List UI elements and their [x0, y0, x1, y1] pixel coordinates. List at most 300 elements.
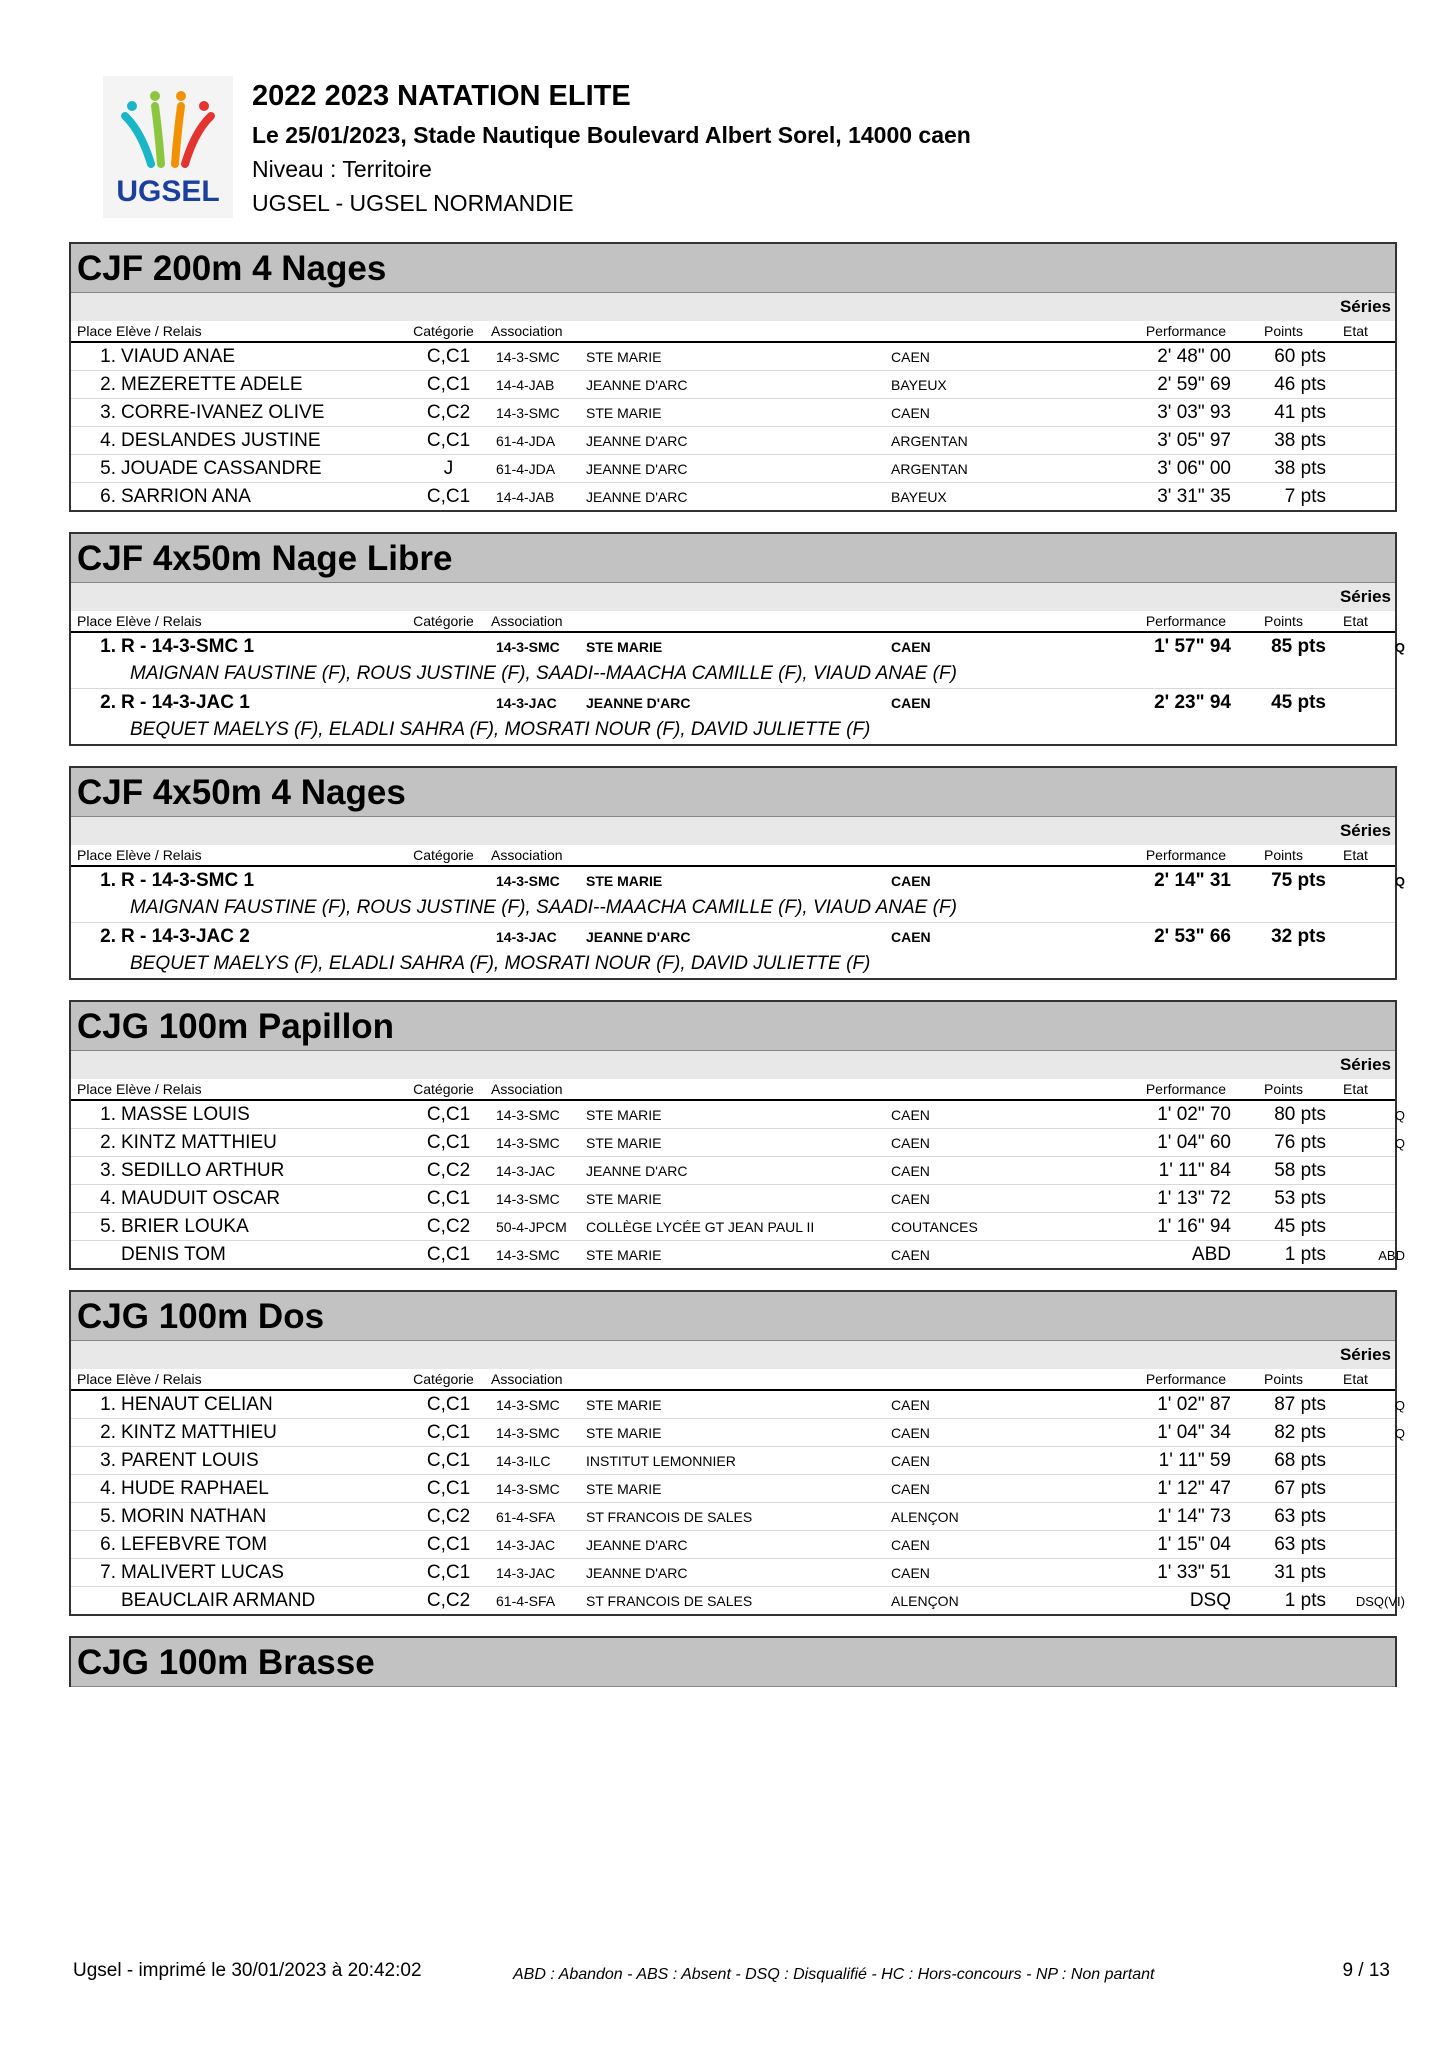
status: Q: [1394, 1398, 1405, 1413]
relay-name: R - 14-3-SMC 1: [121, 636, 255, 657]
place: 6.: [100, 1534, 116, 1555]
association: STE MARIE: [586, 639, 663, 655]
category: C,C1: [426, 1132, 471, 1153]
association: ST FRANCOIS DE SALES: [586, 1509, 753, 1525]
series-label: Séries: [1339, 587, 1391, 606]
club-code: 14-3-JAC: [496, 1565, 556, 1581]
page-footer: [73, 1960, 1393, 2000]
place: 5.: [100, 1216, 116, 1237]
col-place: Place: [77, 1081, 113, 1097]
relay-members: BEQUET MAELYS (F), ELADLI SAHRA (F), MOSRATI NOUR (F), DAVID JULIETTE (F): [130, 719, 871, 740]
performance: 1' 04" 60: [1157, 1132, 1231, 1153]
print-timestamp: Ugsel - imprimé le 30/01/2023 à 20:42:02: [73, 1960, 422, 1981]
place: 2.: [100, 692, 116, 713]
result-row: [71, 343, 1395, 371]
col-association: Association: [491, 1081, 563, 1097]
event-section: [69, 1636, 1397, 1687]
category: C,C1: [426, 486, 471, 507]
result-row: [71, 483, 1395, 510]
place: 2.: [100, 1422, 116, 1443]
association: JEANNE D'ARC: [586, 1565, 688, 1581]
category: C,C2: [426, 1216, 471, 1237]
relay-row: [71, 689, 1395, 716]
association: JEANNE D'ARC: [586, 489, 688, 505]
col-association: Association: [491, 613, 563, 629]
points: 85 pts: [1271, 636, 1326, 657]
points: 63 pts: [1274, 1506, 1326, 1527]
category: C,C1: [426, 1104, 471, 1125]
performance: 2' 59" 69: [1157, 374, 1231, 395]
level-label: Niveau : Territoire: [252, 156, 432, 182]
col-points: Points: [1264, 847, 1303, 863]
event-title: CJF 200m 4 Nages: [71, 244, 1395, 293]
performance: 1' 02" 87: [1157, 1394, 1231, 1415]
category: C,C2: [426, 402, 471, 423]
event-section: [69, 1290, 1405, 1616]
relay-members: BEQUET MAELYS (F), ELADLI SAHRA (F), MOSRATI NOUR (F), DAVID JULIETTE (F): [130, 953, 871, 974]
swimmer-name: HUDE RAPHAEL: [121, 1478, 269, 1499]
points: 32 pts: [1271, 926, 1326, 947]
city: ALENÇON: [891, 1593, 959, 1609]
col-points: Points: [1264, 1081, 1303, 1097]
event-title: CJG 100m Brasse: [71, 1638, 1395, 1687]
association: STE MARIE: [586, 1107, 662, 1123]
association: JEANNE D'ARC: [586, 695, 691, 711]
col-spacer: [581, 321, 886, 341]
place: 1.: [100, 870, 116, 891]
performance: 1' 15" 04: [1157, 1534, 1231, 1555]
swimmer-name: SARRION ANA: [121, 486, 251, 507]
col-place: Place: [77, 847, 113, 863]
place: 1.: [100, 1104, 116, 1125]
club-code: 14-3-JAC: [496, 929, 557, 945]
performance: 3' 06" 00: [1157, 458, 1231, 479]
col-spacer: [886, 321, 1086, 341]
series-header: [71, 293, 1395, 321]
event-section: [69, 532, 1405, 746]
city: COUTANCES: [891, 1219, 978, 1235]
ugsel-logo: [103, 76, 233, 218]
category: C,C1: [426, 1244, 471, 1265]
category: C,C1: [426, 1562, 471, 1583]
performance: 2' 48" 00: [1157, 346, 1231, 367]
col-category: Catégorie: [413, 323, 474, 339]
result-row: [71, 1185, 1395, 1213]
page-title: 2022 2023 NATATION ELITE: [252, 80, 631, 112]
place: 3.: [100, 1450, 116, 1471]
col-spacer: [581, 845, 886, 865]
result-row: [71, 1241, 1405, 1268]
points: 75 pts: [1271, 870, 1326, 891]
event-title: CJG 100m Dos: [71, 1292, 1395, 1341]
club-code: 14-3-SMC: [496, 1135, 560, 1151]
col-association: Association: [491, 1371, 563, 1387]
performance: 3' 31" 35: [1157, 486, 1231, 507]
association: STE MARIE: [586, 1425, 662, 1441]
event-title: CJF 4x50m 4 Nages: [71, 768, 1395, 817]
results-list: [69, 242, 1405, 1707]
association: JEANNE D'ARC: [586, 929, 691, 945]
col-performance: Performance: [1145, 613, 1226, 629]
club-code: 14-3-SMC: [496, 873, 560, 889]
association: JEANNE D'ARC: [586, 377, 688, 393]
logo-text: UGSEL: [116, 175, 220, 208]
event-title: CJF 4x50m Nage Libre: [71, 534, 1395, 583]
club-code: 14-3-SMC: [496, 405, 560, 421]
club-code: 14-3-SMC: [496, 1107, 560, 1123]
col-spacer: [886, 845, 1086, 865]
performance: ABD: [1191, 1244, 1231, 1265]
points: 41 pts: [1274, 402, 1326, 423]
col-performance: Performance: [1145, 323, 1226, 339]
swimmer-name: PARENT LOUIS: [121, 1450, 259, 1471]
city: CAEN: [891, 1537, 930, 1553]
club-code: 61-4-SFA: [496, 1509, 556, 1525]
logo-graphic: [103, 76, 233, 218]
club-code: 14-3-SMC: [496, 1191, 560, 1207]
association: JEANNE D'ARC: [586, 1163, 688, 1179]
column-header: [71, 1079, 1395, 1101]
performance: 1' 33" 51: [1157, 1562, 1231, 1583]
place: 7.: [100, 1562, 116, 1583]
place: 2.: [100, 374, 116, 395]
col-points: Points: [1264, 613, 1303, 629]
club-code: 14-3-SMC: [496, 349, 560, 365]
city: CAEN: [891, 1107, 930, 1123]
status: DSQ(VI): [1355, 1594, 1405, 1609]
place: 5.: [100, 1506, 116, 1527]
city: CAEN: [891, 1191, 930, 1207]
city: CAEN: [891, 1397, 930, 1413]
col-spacer: [886, 1369, 1086, 1389]
place: 4.: [100, 1188, 116, 1209]
organization-label: UGSEL - UGSEL NORMANDIE: [252, 190, 574, 216]
swimmer-name: MAUDUIT OSCAR: [121, 1188, 281, 1209]
status: ABD: [1378, 1248, 1405, 1263]
series-label: Séries: [1339, 297, 1391, 316]
place: 1.: [100, 346, 116, 367]
relay-members: MAIGNAN FAUSTINE (F), ROUS JUSTINE (F), SAADI--MAACHA CAMILLE (F), VIAUD ANAE (F): [71, 894, 1395, 923]
swimmer-name: MASSE LOUIS: [121, 1104, 250, 1125]
col-performance: Performance: [1145, 1371, 1226, 1387]
col-name: Elève / Relais: [116, 613, 202, 629]
performance: 3' 05" 97: [1157, 430, 1231, 451]
city: CAEN: [891, 639, 931, 655]
category: C,C2: [426, 1160, 471, 1181]
col-spacer: [886, 611, 1086, 631]
col-association: Association: [491, 847, 563, 863]
place: 4.: [100, 430, 116, 451]
club-code: 14-3-SMC: [496, 639, 560, 655]
performance: 2' 23" 94: [1154, 692, 1231, 713]
col-place: Place: [77, 1371, 113, 1387]
points: 60 pts: [1274, 346, 1326, 367]
city: CAEN: [891, 1481, 930, 1497]
place: 5.: [100, 458, 116, 479]
swimmer-name: MALIVERT LUCAS: [121, 1562, 284, 1583]
relay-name: R - 14-3-SMC 1: [121, 870, 255, 891]
page-header: [103, 72, 1303, 222]
points: 68 pts: [1274, 1450, 1326, 1471]
series-header: [71, 1341, 1395, 1369]
points: 46 pts: [1274, 374, 1326, 395]
city: CAEN: [891, 695, 931, 711]
result-row: [71, 371, 1395, 399]
performance: 1' 02" 70: [1157, 1104, 1231, 1125]
club-code: 61-4-SFA: [496, 1593, 556, 1609]
place: 2.: [100, 926, 116, 947]
club-code: 50-4-JPCM: [496, 1219, 567, 1235]
association: JEANNE D'ARC: [586, 461, 688, 477]
result-row: [71, 1129, 1405, 1157]
page-number: 9 / 13: [1342, 1960, 1390, 1981]
category: J: [443, 458, 454, 479]
points: 67 pts: [1274, 1478, 1326, 1499]
club-code: 14-3-JAC: [496, 1537, 556, 1553]
relay-row: [71, 867, 1405, 894]
performance: 3' 03" 93: [1157, 402, 1231, 423]
club-code: 61-4-JDA: [496, 433, 556, 449]
swimmer-name: SEDILLO ARTHUR: [121, 1160, 285, 1181]
col-spacer: [581, 1369, 886, 1389]
relay-members: MAIGNAN FAUSTINE (F), ROUS JUSTINE (F), SAADI--MAACHA CAMILLE (F), VIAUD ANAE (F): [71, 660, 1395, 689]
event-date-location: Le 25/01/2023, Stade Nautique Boulevard Albert Sorel, 14000 caen: [252, 122, 971, 148]
association: STE MARIE: [586, 1247, 662, 1263]
points: 1 pts: [1284, 1590, 1326, 1611]
points: 45 pts: [1271, 692, 1326, 713]
category: C,C1: [426, 1478, 471, 1499]
swimmer-name: LEFEBVRE TOM: [121, 1534, 268, 1555]
city: CAEN: [891, 1425, 930, 1441]
category: C,C2: [426, 1506, 471, 1527]
result-row: [71, 1213, 1395, 1241]
points: 76 pts: [1274, 1132, 1326, 1153]
abbreviation-legend: ABD : Abandon - ABS : Absent - DSQ : Disqualifié - HC : Hors-concours - NP : Non partant: [513, 1966, 1155, 1983]
series-header: [71, 1051, 1395, 1079]
city: ALENÇON: [891, 1509, 959, 1525]
series-label: Séries: [1339, 821, 1391, 840]
performance: 1' 04" 34: [1157, 1422, 1231, 1443]
association: JEANNE D'ARC: [586, 1537, 688, 1553]
club-code: 14-4-JAB: [496, 489, 555, 505]
swimmer-name: DESLANDES JUSTINE: [121, 430, 321, 451]
swimmer-name: JOUADE CASSANDRE: [121, 458, 322, 479]
association: COLLÈGE LYCÉE GT JEAN PAUL II: [586, 1219, 815, 1235]
relay-name: R - 14-3-JAC 1: [121, 692, 250, 713]
performance: 1' 14" 73: [1157, 1506, 1231, 1527]
category: C,C1: [426, 1534, 471, 1555]
series-label: Séries: [1339, 1345, 1391, 1364]
swimmer-name: KINTZ MATTHIEU: [121, 1422, 277, 1443]
city: CAEN: [891, 873, 931, 889]
performance: 1' 13" 72: [1157, 1188, 1231, 1209]
performance: 1' 11" 59: [1158, 1450, 1231, 1471]
relay-name: R - 14-3-JAC 2: [121, 926, 250, 947]
points: 7 pts: [1284, 486, 1326, 507]
event-title: CJG 100m Papillon: [71, 1002, 1395, 1051]
swimmer-name: VIAUD ANAE: [121, 346, 236, 367]
col-spacer: [886, 1079, 1086, 1099]
points: 31 pts: [1274, 1562, 1326, 1583]
category: C,C2: [426, 1590, 471, 1611]
column-header: [71, 1369, 1395, 1391]
category: C,C1: [426, 1394, 471, 1415]
col-points: Points: [1264, 1371, 1303, 1387]
club-code: 14-3-JAC: [496, 695, 557, 711]
event-section: [69, 766, 1405, 980]
city: CAEN: [891, 1565, 930, 1581]
city: BAYEUX: [891, 489, 947, 505]
status: Q: [1394, 874, 1405, 889]
performance: 1' 11" 84: [1158, 1160, 1231, 1181]
city: CAEN: [891, 405, 930, 421]
col-category: Catégorie: [413, 847, 474, 863]
club-code: 14-3-SMC: [496, 1481, 560, 1497]
association: JEANNE D'ARC: [586, 433, 688, 449]
relay-row: [71, 633, 1405, 660]
result-row: [71, 1475, 1395, 1503]
col-performance: Performance: [1145, 1081, 1226, 1097]
association: STE MARIE: [586, 349, 662, 365]
result-row: [71, 1559, 1395, 1587]
points: 38 pts: [1274, 458, 1326, 479]
swimmer-name: HENAUT CELIAN: [121, 1394, 273, 1415]
city: CAEN: [891, 929, 931, 945]
points: 38 pts: [1274, 430, 1326, 451]
result-row: [71, 1157, 1395, 1185]
col-name: Elève / Relais: [116, 323, 202, 339]
points: 58 pts: [1274, 1160, 1326, 1181]
swimmer-name: KINTZ MATTHIEU: [121, 1132, 277, 1153]
col-name: Elève / Relais: [116, 847, 202, 863]
category: C,C1: [426, 1450, 471, 1471]
association: ST FRANCOIS DE SALES: [586, 1593, 753, 1609]
col-place: Place: [77, 613, 113, 629]
club-code: 14-3-SMC: [496, 1247, 560, 1263]
performance: DSQ: [1189, 1590, 1231, 1611]
association: STE MARIE: [586, 873, 663, 889]
association: STE MARIE: [586, 1481, 662, 1497]
column-header: [71, 611, 1395, 633]
points: 45 pts: [1274, 1216, 1326, 1237]
col-etat: Etat: [1343, 1371, 1368, 1387]
col-name: Elève / Relais: [116, 1371, 202, 1387]
city: CAEN: [891, 1163, 930, 1179]
col-category: Catégorie: [413, 1371, 474, 1387]
result-row: [71, 1419, 1405, 1447]
col-performance: Performance: [1145, 847, 1226, 863]
result-row: [71, 1587, 1405, 1614]
result-row: [71, 1531, 1395, 1559]
status: Q: [1394, 1136, 1405, 1151]
club-code: 14-3-SMC: [496, 1425, 560, 1441]
relay-row: [71, 923, 1395, 950]
category: C,C1: [426, 374, 471, 395]
club-code: 14-4-JAB: [496, 377, 555, 393]
col-etat: Etat: [1343, 847, 1368, 863]
swimmer-name: CORRE-IVANEZ OLIVE: [121, 402, 325, 423]
col-place: Place: [77, 323, 113, 339]
city: BAYEUX: [891, 377, 947, 393]
col-etat: Etat: [1343, 613, 1368, 629]
col-association: Association: [491, 323, 563, 339]
result-row: [71, 399, 1395, 427]
col-spacer: [581, 1079, 886, 1099]
points: 87 pts: [1274, 1394, 1326, 1415]
performance: 1' 57" 94: [1154, 636, 1231, 657]
swimmer-name: MORIN NATHAN: [121, 1506, 267, 1527]
performance: 2' 53" 66: [1154, 926, 1231, 947]
points: 80 pts: [1274, 1104, 1326, 1125]
club-code: 14-3-JAC: [496, 1163, 556, 1179]
performance: 1' 16" 94: [1157, 1216, 1231, 1237]
city: ARGENTAN: [891, 433, 968, 449]
place: 3.: [100, 1160, 116, 1181]
points: 1 pts: [1284, 1244, 1326, 1265]
city: CAEN: [891, 349, 930, 365]
series-label: Séries: [1339, 1055, 1391, 1074]
city: CAEN: [891, 1453, 930, 1469]
performance: 1' 12" 47: [1157, 1478, 1231, 1499]
place: 4.: [100, 1478, 116, 1499]
column-header: [71, 845, 1395, 867]
swimmer-name: MEZERETTE ADELE: [121, 374, 303, 395]
points: 63 pts: [1274, 1534, 1326, 1555]
result-row: [71, 1447, 1395, 1475]
result-row: [71, 1391, 1405, 1419]
place: 1.: [100, 1394, 116, 1415]
association: STE MARIE: [586, 405, 662, 421]
club-code: 14-3-ILC: [496, 1453, 551, 1469]
col-category: Catégorie: [413, 613, 474, 629]
col-category: Catégorie: [413, 1081, 474, 1097]
place: 3.: [100, 402, 116, 423]
city: CAEN: [891, 1135, 930, 1151]
points: 82 pts: [1274, 1422, 1326, 1443]
col-points: Points: [1264, 323, 1303, 339]
event-section: [69, 1000, 1405, 1270]
points: 53 pts: [1274, 1188, 1326, 1209]
association: STE MARIE: [586, 1135, 662, 1151]
club-code: 14-3-SMC: [496, 1397, 560, 1413]
status: Q: [1394, 1426, 1405, 1441]
col-etat: Etat: [1343, 1081, 1368, 1097]
series-header: [71, 583, 1395, 611]
swimmer-name: DENIS TOM: [121, 1244, 226, 1265]
status: Q: [1394, 640, 1405, 655]
category: C,C1: [426, 1422, 471, 1443]
col-spacer: [581, 611, 886, 631]
association: STE MARIE: [586, 1191, 662, 1207]
swimmer-name: BEAUCLAIR ARMAND: [121, 1590, 316, 1611]
result-row: [71, 1101, 1405, 1129]
series-header: [71, 817, 1395, 845]
association: INSTITUT LEMONNIER: [586, 1453, 736, 1469]
col-name: Elève / Relais: [116, 1081, 202, 1097]
category: C,C1: [426, 346, 471, 367]
category: C,C1: [426, 1188, 471, 1209]
club-code: 61-4-JDA: [496, 461, 556, 477]
column-header: [71, 321, 1395, 343]
category: C,C1: [426, 430, 471, 451]
place: 1.: [100, 636, 116, 657]
place: 2.: [100, 1132, 116, 1153]
result-row: [71, 1503, 1395, 1531]
result-row: [71, 455, 1395, 483]
association: STE MARIE: [586, 1397, 662, 1413]
result-row: [71, 427, 1395, 455]
col-etat: Etat: [1343, 323, 1368, 339]
